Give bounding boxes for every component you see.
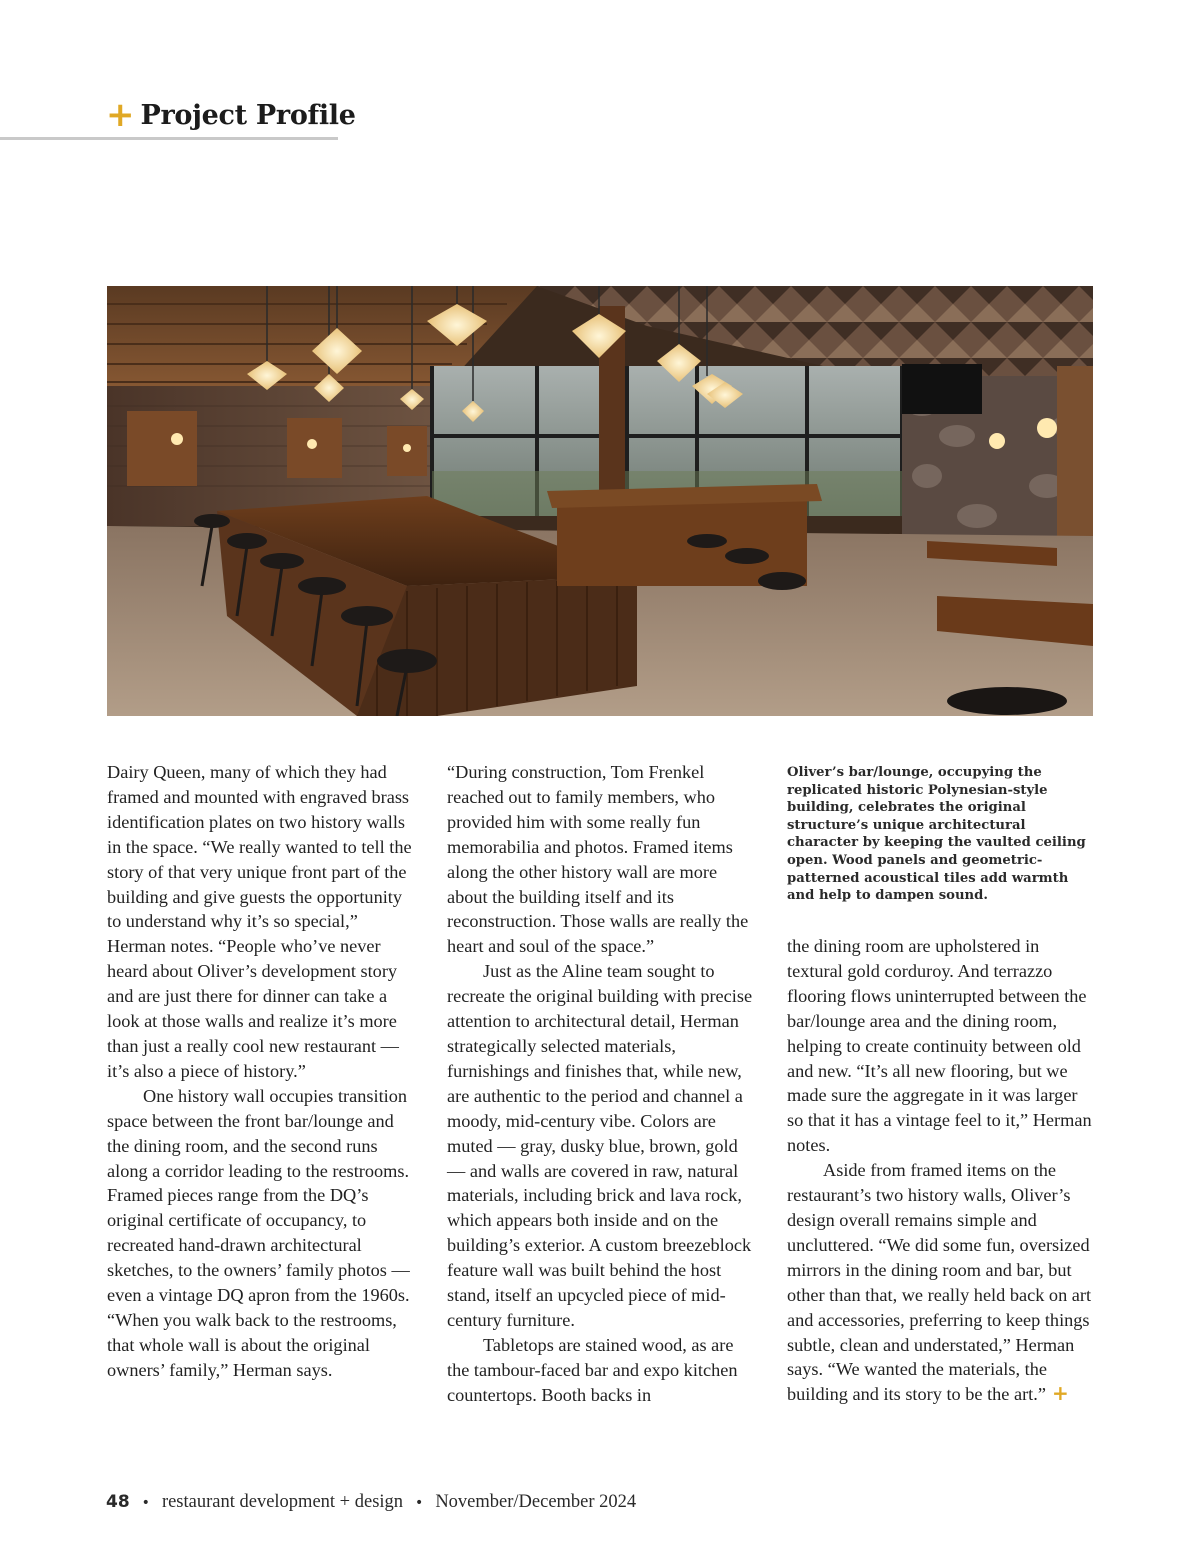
paragraph: One history wall occupies transition space between the front bar/lounge and the dining room, and the second runs along a corridor leading to the restrooms. Framed pieces range from the DQ’s original certificate of occupancy, to recreated hand-drawn architectural sketches, to the owners’ family photos — even a vintage DQ apron from the 1960s. “When you walk back to the restrooms, that whole wall is about the original owners’ family,” Herman says. [107,1085,410,1380]
plus-icon: + [106,95,135,135]
section-title: Project Profile [140,99,356,131]
article-column-1 [107,760,417,1383]
paragraph: Tabletops are stained wood, as are the tambour-faced bar and expo kitchen countertops. Booth backs in [447,1334,738,1405]
closing-paragraph [787,1158,1097,1407]
issue-date: November/December 2024 [435,1492,637,1512]
section-header [106,95,356,135]
paragraph-text: Aside from framed items on the restaurant’s two history walls, Oliver’s design overall remains simple and uncluttered. “We did some fun, oversized mirrors in the dining room and bar, but other than that, we really held back on art and accessories, preferring to keep things subtle, clean and understated,” Herman says. “We wanted the materials, the building and its story to be the art.” [787,1160,1092,1405]
paragraph: the dining room are upholstered in textural gold corduroy. And terrazzo flooring flows uninterrupted between the bar/lounge area and the dining room, helping to create continuity between old and new. “It’s all new flooring, but we made sure the aggregate in it was larger so that it has a vintage feel to it,” Herman notes. [787,936,1092,1156]
end-plus-icon: + [1051,1381,1069,1406]
page-number: 48 [106,1492,130,1512]
paragraph: Dairy Queen, many of which they had framed and mounted with engraved brass identification plates on two history walls in the space. “We really wanted to tell the story of that very unique front part of the building and give guests the opportunity to understand why it’s so special,” Herman notes. “People who’ve never heard about Oliver’s development story and are just there for dinner can take a look at those walls and realize it’s more than just a really cool new restaurant — it’s also a piece of history.” [107,762,412,1081]
paragraph: “During construction, Tom Frenkel reached out to family members, who provided him with some really fun memorabilia and photos. Framed items along the other history wall are more about the building itself and its reconstruction. Those walls are really the heart and soul of the space.” [447,762,749,957]
publication-name: restaurant development + design [161,1492,404,1512]
article-column-3 [787,934,1097,1407]
header-underline [0,137,338,140]
page-footer [106,1492,636,1513]
footer-bullet: • [141,1495,150,1511]
footer-bullet: • [415,1495,424,1511]
bar-lounge-photo [107,286,1093,716]
photo-caption: Oliver’s bar/lounge, occupying the replicated historic Polynesian-style building, celebrates the original structure’s unique architectural character by keeping the vaulted ceiling open. Wood panels and geometric-patterned acoustical tiles add warmth and help to dampen sound. [787,765,1086,904]
paragraph: Just as the Aline team sought to recreate the original building with precise attention to architectural detail, Herman strategically selected materials, furnishings and finishes that, while new, are authentic to the period and channel a moody, mid-century vibe. Colors are muted — gray, dusky blue, brown, gold — and walls are covered in raw, natural materials, including brick and lava rock, which appears both inside and on the building’s exterior. A custom breezeblock feature wall was built behind the host stand, itself an upcycled piece of mid-century furniture. [447,961,753,1330]
article-column-2 [447,760,757,1408]
